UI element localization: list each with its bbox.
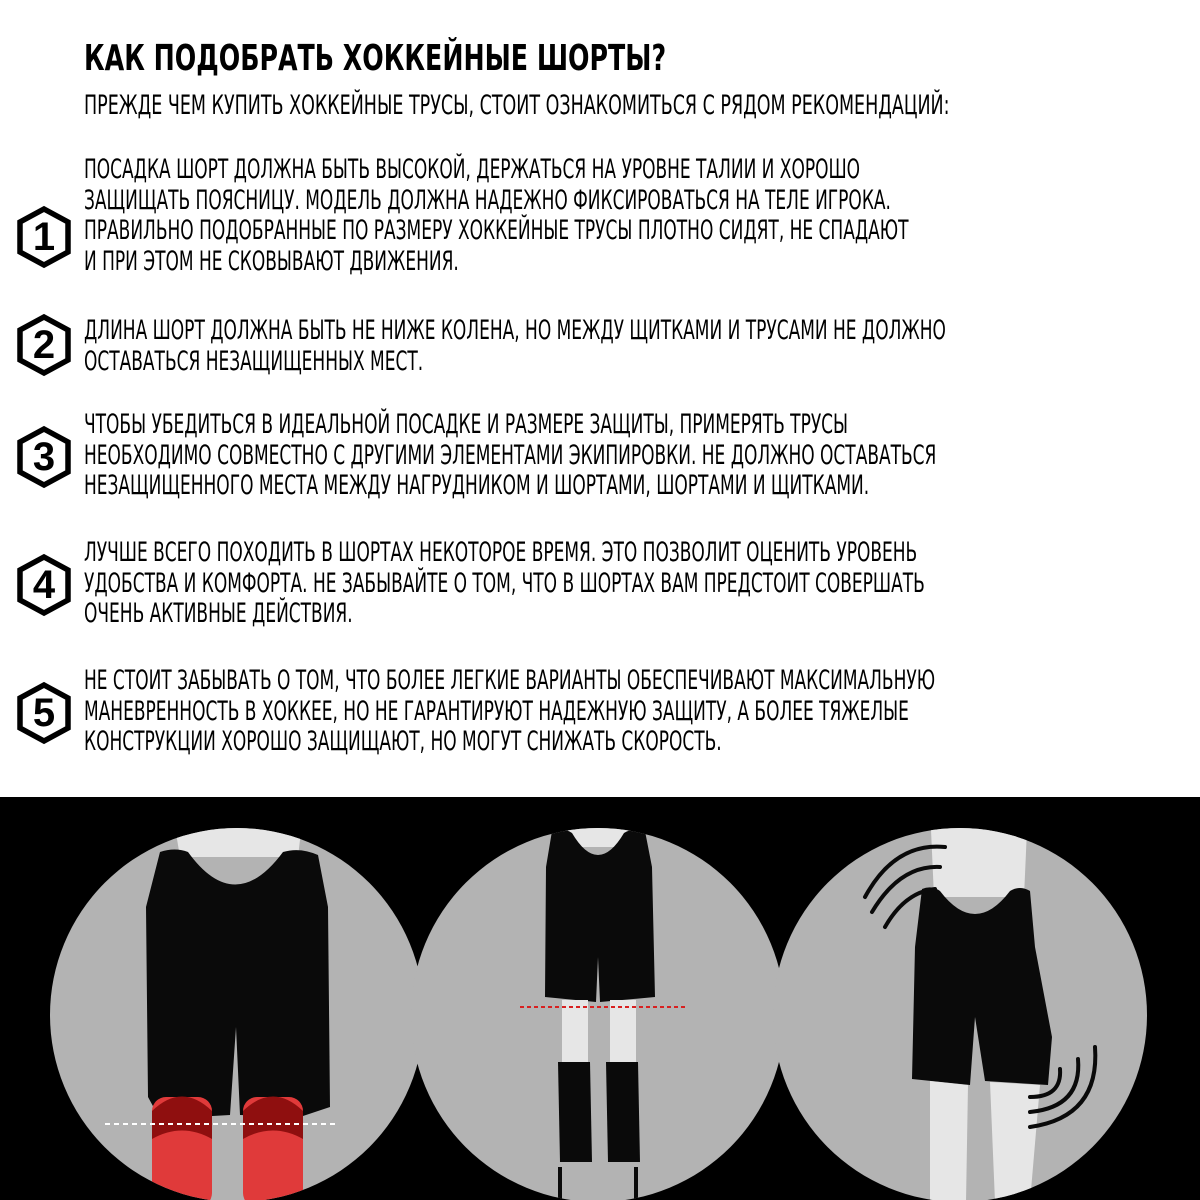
- text-line: ДЛИНА ШОРТ ДОЛЖНА БЫТЬ НЕ НИЖЕ КОЛЕНА, НО МЕЖДУ ЩИТКАМИ И ТРУСАМИ НЕ ДОЛЖНО: [84, 315, 946, 346]
- text-line: НЕЗАЩИЩЕННОГО МЕСТА МЕЖДУ НАГРУДНИКОМ И ШОРТАМИ, ШОРТАМИ И ЩИТКАМИ.: [84, 470, 870, 501]
- torso-silhouette: [930, 807, 1028, 897]
- text-line: ОСТАВАТЬСЯ НЕЗАЩИЩЕННЫХ МЕСТ.: [84, 345, 424, 377]
- text-line: ЧТОБЫ УБЕДИТЬСЯ В ИДЕАЛЬНОЙ ПОСАДКЕ И РАЗМЕРЕ ЗАЩИТЫ, ПРИМЕРЯТЬ ТРУСЫ: [84, 409, 849, 440]
- badge-number: 1: [32, 215, 56, 259]
- text-line: ЛУЧШЕ ВСЕГО ПОХОДИТЬ В ШОРТАХ НЕКОТОРОЕ ВРЕМЯ. ЭТО ПОЗВОЛИТ ОЦЕНИТЬ УРОВЕНЬ: [84, 537, 918, 568]
- torso-silhouette: [170, 797, 305, 857]
- intro-text: ПРЕЖДЕ ЧЕМ КУПИТЬ ХОККЕЙНЫЕ ТРУСЫ, СТОИТ ОЗНАКОМИТЬСЯ С РЯДОМ РЕКОМЕНДАЦИЙ:: [84, 90, 950, 121]
- text-line: НЕОБХОДИМО СОВМЕСТНО С ДРУГИМИ ЭЛЕМЕНТАМИ ЭКИПИРОВКИ. НЕ ДОЛЖНО ОСТАВАТЬСЯ: [84, 439, 937, 471]
- illustrations-svg: [0, 797, 1200, 1200]
- illustration-panel: [0, 797, 1200, 1200]
- hexagon-number-3-icon: [14, 425, 74, 489]
- length-line-illustration: [411, 817, 785, 1200]
- knee-length-illustration: [50, 797, 424, 1200]
- text-line: ПОСАДКА ШОРТ ДОЛЖНА БЫТЬ ВЫСОКОЙ, ДЕРЖАТЬСЯ НА УРОВНЕ ТАЛИИ И ХОРОШО: [84, 154, 861, 185]
- recommendation-text: [84, 316, 1200, 377]
- text-line: КОНСТРУКЦИИ ХОРОШО ЗАЩИЩАЮТ, НО МОГУТ СНИЖАТЬ СКОРОСТЬ.: [84, 726, 722, 757]
- badge-number: 2: [32, 323, 56, 367]
- recommendation-text: [84, 410, 1200, 502]
- skate-left: [558, 1062, 592, 1162]
- hexagon-number-5-icon: [14, 681, 74, 745]
- recommendation-text: [84, 538, 1200, 630]
- hexagon-number-2-icon: [14, 313, 74, 377]
- recommendation-text: [84, 155, 1200, 277]
- text-line: МАНЕВРЕННОСТЬ В ХОККЕЕ, НО НЕ ГАРАНТИРУЮТ НАДЕЖНУЮ ЗАЩИТУ, А БОЛЕЕ ТЯЖЕЛЫЕ: [84, 695, 909, 727]
- recommendation-text: [84, 666, 1200, 758]
- text-line: ОЧЕНЬ АКТИВНЫЕ ДЕЙСТВИЯ.: [84, 598, 353, 629]
- text-line: И ПРИ ЭТОМ НЕ СКОВЫВАЮТ ДВИЖЕНИЯ.: [84, 245, 459, 277]
- text-line: ЗАЩИЩАТЬ ПОЯСНИЦУ. МОДЕЛЬ ДОЛЖНА НАДЕЖНО ФИКСИРОВАТЬСЯ НА ТЕЛЕ ИГРОКА.: [84, 184, 891, 216]
- hexagon-number-1-icon: [14, 205, 74, 269]
- mobility-illustration: [773, 807, 1147, 1200]
- hexagon-number-4-icon: [14, 553, 74, 617]
- skate-right: [606, 1062, 640, 1162]
- leg-left: [930, 1081, 968, 1200]
- hockey-shorts-silhouette: [912, 887, 1052, 1085]
- badge-number: 3: [32, 435, 56, 479]
- hockey-shorts-silhouette: [545, 829, 655, 1002]
- text-line: НЕ СТОИТ ЗАБЫВАТЬ О ТОМ, ЧТО БОЛЕЕ ЛЕГКИЕ ВАРИАНТЫ ОБЕСПЕЧИВАЮТ МАКСИМАЛЬНУЮ: [84, 665, 936, 696]
- badge-number: 5: [32, 691, 56, 735]
- text-line: ПРАВИЛЬНО ПОДОБРАННЫЕ ПО РАЗМЕРУ ХОККЕЙНЫЕ ТРУСЫ ПЛОТНО СИДЯТ, НЕ СПАДАЮТ: [84, 215, 909, 246]
- badge-number: 4: [32, 563, 56, 607]
- page-title: КАК ПОДОБРАТЬ ХОККЕЙНЫЕ ШОРТЫ?: [84, 38, 667, 79]
- text-line: УДОБСТВА И КОМФОРТА. НЕ ЗАБЫВАЙТЕ О ТОМ, ЧТО В ШОРТАХ ВАМ ПРЕДСТОИТ СОВЕРШАТЬ: [84, 567, 925, 599]
